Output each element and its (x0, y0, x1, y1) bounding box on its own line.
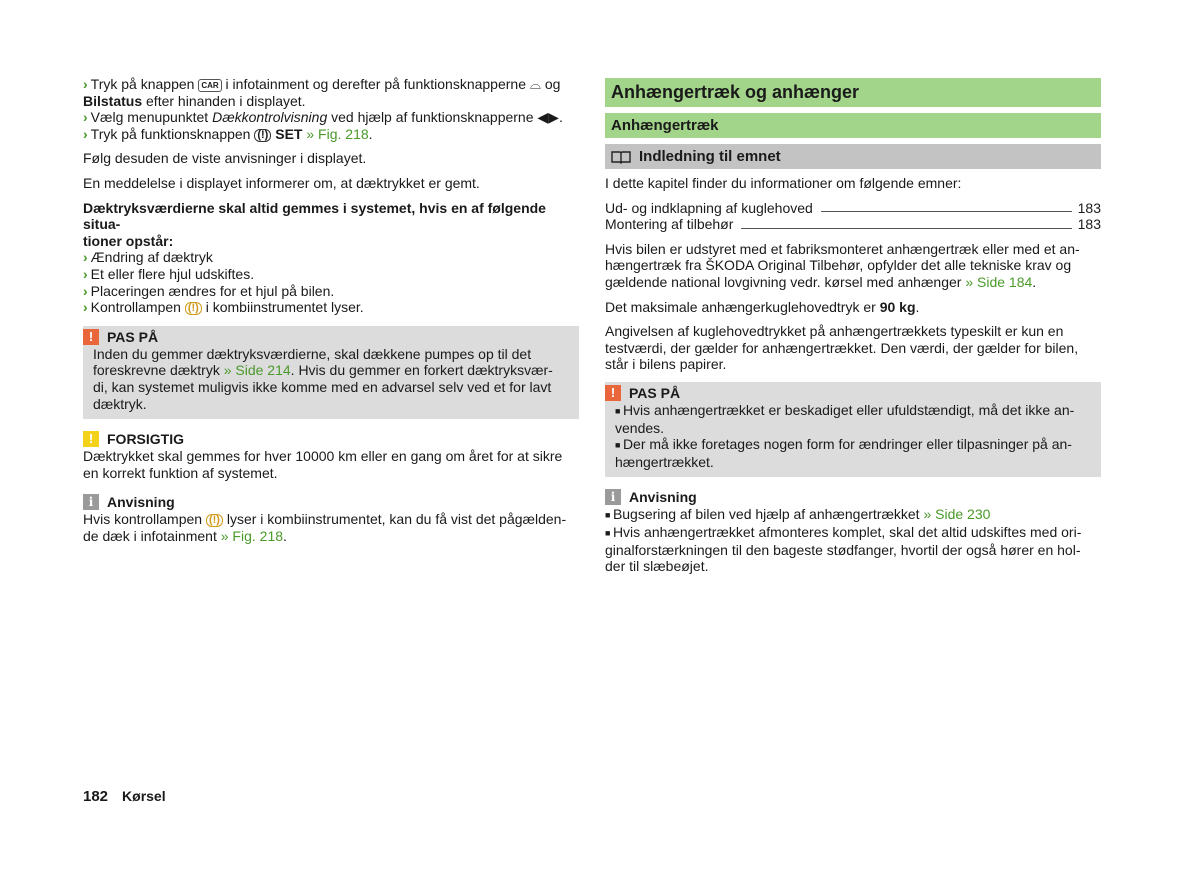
info-icon: i (83, 494, 99, 510)
step-arrow-icon: › (83, 125, 88, 142)
fig-218-link[interactable]: » Fig. 218 (220, 527, 284, 544)
side-214-link[interactable]: » Side 214 (223, 362, 291, 379)
step-1: › Tryk på knappen CAR i infotainment og derefter på funktionsknapperne ⌓ og Bilstatus efter hinanden i displayet. (83, 76, 561, 109)
right-column (605, 78, 1101, 575)
side-230-link[interactable]: » Side 230 (923, 506, 991, 523)
para-line: hængertræk fra ŠKODA Original Tilbehør, opfylder det alle tekniske krav og (605, 257, 1072, 274)
anvisning-line: Hvis kontrollampen (!) lyser i kombiinstrumentet, kan du få vist det pågælden- (83, 511, 567, 528)
pas-paa-box (83, 326, 579, 419)
intro-text: I dette kapitel finder du informationer om følgende emner: (605, 175, 962, 191)
warning-icon: ! (605, 385, 621, 401)
tpms-warning-icon: (!) (206, 514, 223, 527)
pas-line: Inden du gemmer dæktryksværdierne, skal dækkene pumpes op til det (93, 345, 532, 362)
chapter-heading: Anhængertræk og anhænger (605, 78, 1101, 107)
info-icon: i (605, 489, 621, 505)
car-tire-icon: ⌓ (529, 76, 541, 92)
step-arrow-icon: › (83, 265, 88, 282)
list-item: › Placeringen ændres for et hjul på bilen. (83, 282, 335, 299)
pas-title: PAS PÅ (629, 384, 681, 401)
side-184-link[interactable]: » Side 184 (965, 273, 1033, 290)
page-footer (83, 788, 166, 805)
toc-row[interactable]: Ud- og indklapning af kuglehoved 183 (605, 199, 1101, 216)
anvisning-line: ginalforstærkningen til den bageste stødfanger, hvortil der også hører en hol- (605, 541, 1081, 558)
left-column (83, 76, 579, 544)
bold-intro-line2: tioner opstår: (83, 232, 174, 249)
section-heading: Anhængertræk (605, 113, 1101, 138)
tpms-warning-icon: (!) (185, 302, 202, 315)
para-follow: Følg desuden de viste anvisninger i displayet. (83, 150, 367, 167)
pas-line: di, kan systemet muligvis ikke komme med en advarsel selv ved et for lavt (93, 378, 552, 395)
subsection-heading: Indledning til emnet (605, 144, 1101, 169)
para-message: En meddelelse i displayet informerer om, at dæktrykket er gemt. (83, 174, 480, 191)
pas-paa-box (605, 382, 1101, 477)
page-number: 182 (83, 788, 109, 805)
anvisning-line: der til slæbeøjet. (605, 558, 709, 575)
list-item: › Ændring af dæktryk (83, 249, 213, 266)
left-right-arrows-icon: ◀▶ (537, 109, 559, 126)
caution-icon: ! (83, 431, 99, 447)
para-line: Hvis bilen er udstyret med et fabriksmonteret anhængertræk eller med et an- (605, 240, 1080, 257)
toc-row[interactable]: Montering af tilbehør 183 (605, 216, 1101, 233)
step-arrow-icon: › (83, 249, 88, 266)
forsigtig-line: en korrekt funktion af systemet. (83, 464, 278, 481)
step-arrow-icon: › (83, 282, 88, 299)
forsigtig-line: Dæktrykket skal gemmes for hver 10000 km eller en gang om året for at sikre (83, 448, 563, 465)
list-item: › Kontrollampen (!) i kombiinstrumentet lyser. (83, 299, 364, 316)
pas-line: hængertrækket. (615, 453, 714, 470)
anvisning-heading: i Anvisning (83, 493, 579, 511)
car-button-icon: CAR (198, 79, 221, 92)
para-max-load: Det maksimale anhængerkuglehovedtryk er 90 kg. (605, 298, 920, 315)
anvisning-line: de dæk i infotainment » Fig. 218. (83, 527, 287, 544)
list-item: › Et eller flere hjul udskiftes. (83, 265, 255, 282)
step-arrow-icon: › (83, 109, 88, 126)
anvisning-heading: i Anvisning (605, 488, 1101, 506)
warning-icon: ! (83, 329, 99, 345)
pas-line: vendes. (615, 419, 665, 436)
para-line: står i bilens papirer. (605, 356, 727, 373)
tpms-icon: (!) (254, 129, 271, 142)
anvisning-line: ■ Hvis anhængertrækket afmonteres komplet, skal det altid udskiftes med ori- (605, 524, 1101, 542)
forsigtig-heading: ! FORSIGTIG (83, 430, 579, 448)
step-arrow-icon: › (83, 299, 88, 316)
pas-line: ■ Hvis anhængertrækket er beskadiget eller ufuldstændigt, må det ikke an- (615, 402, 1091, 420)
anvisning-line: ■ Bugsering af bilen ved hjælp af anhængertrækket » Side 230 (605, 506, 1101, 524)
section-name: Kørsel (122, 788, 166, 804)
book-icon (611, 150, 631, 164)
fig-218-link[interactable]: » Fig. 218 (306, 125, 369, 142)
para-line: gældende national lovgivning vedr. kørsel med anhænger » Side 184. (605, 273, 1037, 290)
para-line: Angivelsen af kuglehovedtrykket på anhængertrækkets typeskilt er kun en (605, 323, 1064, 340)
pas-title: PAS PÅ (107, 328, 159, 345)
bold-intro-line1: Dæktryksværdierne skal altid gemmes i systemet, hvis en af følgende situa- (83, 199, 546, 233)
pas-line: ■ Der må ikke foretages nogen form for ændringer eller tilpasninger på an- (615, 436, 1091, 454)
step-2: › Vælg menupunktet Dækkontrolvisning ved hjælp af funktionsknapperne ◀▶. (83, 109, 563, 126)
step-arrow-icon: › (83, 76, 88, 92)
step-3: › Tryk på funktionsknappen (!) SET » Fig. 218. (83, 125, 373, 142)
para-line: testværdi, der gælder for anhængertrækket. Den værdi, der gælder for bilen, (605, 339, 1079, 356)
pas-line: foreskrevne dæktryk » Side 214. Hvis du gemmer en forkert dæktryksvær- (93, 362, 553, 379)
pas-line: dæktryk. (93, 395, 147, 412)
